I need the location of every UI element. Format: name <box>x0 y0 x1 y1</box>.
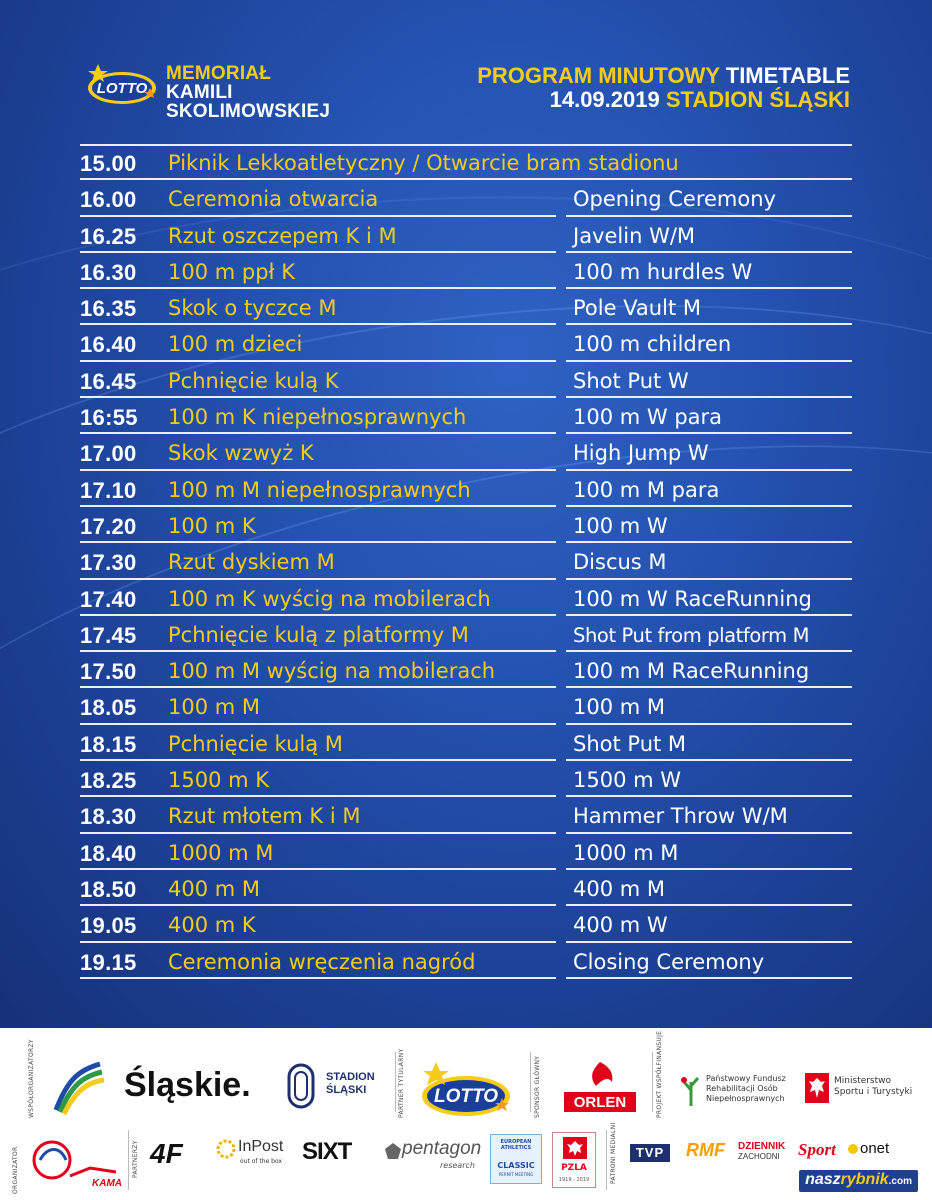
schedule-row <box>80 616 852 652</box>
divider <box>395 1052 396 1112</box>
svg-text:KAMA: KAMA <box>92 1178 122 1189</box>
sponsors-strip <box>0 1028 932 1200</box>
schedule-row <box>80 688 852 724</box>
event-name-pl: Skok o tyczce M <box>168 296 337 321</box>
event-time: 18.15 <box>80 731 137 757</box>
ea-line2: CLASSIC <box>497 1161 535 1170</box>
event-name-en: 1000 m M <box>573 840 679 865</box>
ministry-line1: Ministerstwo <box>834 1076 892 1086</box>
event-time: 17.45 <box>80 622 137 648</box>
event-name-pl: 100 m M niepełnosprawnych <box>168 477 471 502</box>
event-name-pl: Rzut dyskiem M <box>168 550 335 575</box>
orlen-logo <box>560 1058 640 1114</box>
schedule-row <box>80 507 852 543</box>
ea-line1: EUROPEAN ATHLETICS <box>500 1139 532 1151</box>
event-name-en: Discus M <box>573 550 667 575</box>
event-name-pl: Piknik Lekkoatletyczny / Otwarcie bram stadionu <box>168 151 679 175</box>
schedule-row <box>80 943 852 979</box>
naszrybnik-watermark <box>799 1170 918 1192</box>
event-time: 17.10 <box>80 477 137 503</box>
event-name-en: Shot Put from platform M <box>573 623 809 647</box>
label-media: PATRONI MEDIALNI <box>610 1122 617 1184</box>
event-name-pl: Pchnięcie kulą z platformy M <box>168 622 469 647</box>
divider <box>606 1130 607 1190</box>
divider <box>530 1052 531 1112</box>
event-name-en: Closing Ceremony <box>573 949 765 974</box>
event-name-pl: Skok wzwyż K <box>168 441 314 466</box>
event-venue: STADION ŚLĄSKI <box>665 87 850 112</box>
event-name-en: 100 m W <box>573 513 668 538</box>
memorial-line3: SKOLIMOWSKIEJ <box>166 101 331 122</box>
silesia-emblem-logo <box>50 1058 106 1116</box>
event-time: 18.40 <box>80 840 137 866</box>
schedule-row <box>80 253 852 289</box>
memorial-title <box>166 64 330 121</box>
event-name-pl: Pchnięcie kulą M <box>168 731 343 756</box>
event-name-en: 100 m M RaceRunning <box>573 659 810 684</box>
event-time: 18.50 <box>80 876 137 902</box>
schedule-row <box>80 362 852 398</box>
onet-dot-icon <box>848 1144 858 1154</box>
pfron-line1: Państwowy Fundusz <box>706 1074 786 1083</box>
event-time: 19.15 <box>80 949 137 975</box>
label-project: PROJEKT WSPÓŁFINANSUJE <box>656 1030 663 1118</box>
event-name-en: Javelin W/M <box>573 223 696 248</box>
slaskie-logo: Śląskie. <box>124 1066 251 1104</box>
event-name-pl: 100 m M <box>168 695 261 720</box>
event-time: 15.00 <box>80 151 137 176</box>
inpost-sun-icon <box>216 1136 236 1162</box>
event-name-pl: 100 m K niepełnosprawnych <box>168 405 467 430</box>
event-name-pl: Ceremonia otwarcia <box>168 187 379 212</box>
memorial-line2: KAMILI <box>166 82 233 103</box>
kama-foundation-logo <box>30 1132 122 1190</box>
pfron-emblem <box>680 1072 702 1108</box>
event-name-en: Hammer Throw W/M <box>573 804 788 829</box>
label-coorganizers: WSPÓŁORGANIZATORZY <box>28 1039 35 1118</box>
schedule-row <box>80 870 852 906</box>
row-divider <box>80 977 556 979</box>
event-name-en: High Jump W <box>573 441 709 466</box>
rmf-logo: RMF <box>686 1140 725 1160</box>
schedule-row <box>80 217 852 253</box>
ea-line3: PERMIT MEETING <box>498 1172 534 1177</box>
divider <box>128 1130 129 1190</box>
event-time: 17.00 <box>80 441 137 467</box>
event-name-en: 100 m M <box>573 695 666 720</box>
svg-text:LOTTO: LOTTO <box>433 1086 499 1107</box>
label-partners: PARTNERZY <box>132 1140 139 1178</box>
tvp-logo: TVP <box>630 1144 670 1162</box>
pzla-logo <box>552 1132 596 1188</box>
event-name-en: 100 m W para <box>573 405 723 430</box>
ministry-line2: Sportu i Turystyki <box>834 1087 913 1097</box>
pentagon-icon <box>384 1142 402 1160</box>
pentagon-logo: pentagon <box>402 1138 482 1159</box>
event-name-en: Opening Ceremony <box>573 187 776 212</box>
event-name-pl: 100 m ppł K <box>168 259 295 284</box>
event-name-pl: Rzut młotem K i M <box>168 804 361 829</box>
row-divider <box>566 977 852 979</box>
schedule-row <box>80 398 852 434</box>
schedule-row <box>80 434 852 470</box>
rybnik-text: rybnik <box>840 1171 889 1188</box>
event-time: 16.30 <box>80 259 137 285</box>
event-date: 14.09.2019 <box>549 87 660 112</box>
svg-text:LOTTO: LOTTO <box>96 80 148 97</box>
onet-logo: onet <box>860 1140 890 1157</box>
schedule-row <box>80 761 852 797</box>
stadion-line2: ŚLĄSKI <box>326 1084 367 1096</box>
inpost-tagline: out of the box <box>240 1158 283 1165</box>
event-time: 16.45 <box>80 368 137 394</box>
label-main-sponsor: SPONSOR GŁÓWNY <box>534 1055 541 1118</box>
pfron-line3: Niepełnosprawnych <box>706 1094 785 1103</box>
event-name-pl: 100 m M wyścig na mobilerach <box>168 659 496 684</box>
lotto-sponsor-logo <box>418 1058 514 1120</box>
stadion-slaski-emblem <box>286 1062 316 1110</box>
schedule-row <box>80 725 852 761</box>
event-time: 18.05 <box>80 695 137 721</box>
event-time: 18.25 <box>80 768 137 794</box>
event-name-en: 100 m M para <box>573 477 720 502</box>
dziennik-line2: ZACHODNI <box>738 1152 780 1161</box>
schedule-row <box>80 325 852 361</box>
nasz-text: nasz <box>805 1171 841 1188</box>
event-name-pl: 100 m K wyścig na mobilerach <box>168 586 491 611</box>
event-time: 17.30 <box>80 550 137 576</box>
event-time: 16.40 <box>80 332 137 358</box>
stadion-line1: STADION <box>326 1071 375 1083</box>
schedule-table <box>80 144 852 979</box>
label-organizer: ORGANIZATOR <box>12 1146 19 1194</box>
event-time: 16.00 <box>80 187 137 213</box>
schedule-row <box>80 180 852 216</box>
schedule-row <box>80 471 852 507</box>
european-athletics-classic-logo <box>490 1134 542 1184</box>
event-time: 16:55 <box>80 405 138 431</box>
schedule-row <box>80 834 852 870</box>
event-name-en: 100 m children <box>573 332 732 357</box>
event-name-en: Pole Vault M <box>573 296 701 321</box>
event-name-pl: 1500 m K <box>168 768 270 793</box>
event-name-pl: 400 m M <box>168 876 261 901</box>
pzla-text: PZLA <box>561 1163 587 1173</box>
event-name-en: 1500 m W <box>573 768 682 793</box>
ministry-logo <box>834 1076 912 1098</box>
event-time: 17.40 <box>80 586 137 612</box>
memorial-line1: MEMORIAŁ <box>166 63 272 84</box>
poster-header <box>0 0 932 140</box>
pfron-logo <box>706 1074 786 1104</box>
pzla-eagle-icon <box>563 1137 587 1159</box>
event-name-en: 100 m W RaceRunning <box>573 586 812 611</box>
event-time: 19.05 <box>80 913 137 939</box>
schedule-row <box>80 580 852 616</box>
dotcom-text: .com <box>888 1176 912 1187</box>
inpost-logo: InPost <box>238 1138 284 1155</box>
schedule-row <box>80 652 852 688</box>
schedule-row <box>80 906 852 942</box>
event-name-pl: 100 m dzieci <box>168 332 303 357</box>
lotto-logo <box>84 58 162 108</box>
event-time: 16.25 <box>80 223 137 249</box>
program-title <box>477 64 850 112</box>
svg-text:ORLEN: ORLEN <box>573 1094 627 1111</box>
pentagon-tagline: research <box>440 1161 475 1170</box>
event-time: 17.50 <box>80 659 137 685</box>
event-name-pl: 400 m K <box>168 913 256 938</box>
event-name-en: Shot Put M <box>573 731 687 756</box>
event-time: 16.35 <box>80 296 137 322</box>
event-name-pl: Ceremonia wręczenia nagród <box>168 949 476 974</box>
pzla-years: 1919 - 2019 <box>558 1177 590 1183</box>
dziennik-zachodni-logo <box>738 1142 785 1162</box>
event-name-pl: 1000 m M <box>168 840 274 865</box>
schedule-row <box>80 797 852 833</box>
dziennik-line1: DZIENNIK <box>738 1141 786 1152</box>
divider <box>652 1052 653 1112</box>
schedule-row <box>80 144 852 180</box>
event-name-en: Shot Put W <box>573 368 689 393</box>
program-title-en: TIMETABLE <box>725 63 850 88</box>
sixt-logo: SIXT <box>302 1138 352 1165</box>
event-name-en: 400 m W <box>573 913 668 938</box>
schedule-row <box>80 543 852 579</box>
event-time: 17.20 <box>80 513 137 539</box>
label-title-partner: PARTNER TYTULARNY <box>398 1048 405 1118</box>
pfron-line2: Rehabilitacji Osób <box>706 1084 778 1093</box>
event-name-en: 100 m hurdles W <box>573 259 753 284</box>
program-title-pl: PROGRAM MINUTOWY <box>477 63 720 88</box>
event-name-pl: Pchnięcie kulą K <box>168 368 339 393</box>
event-time: 18.30 <box>80 804 137 830</box>
4f-logo: 4F <box>150 1138 183 1169</box>
polish-eagle-icon <box>804 1072 830 1104</box>
event-name-pl: Rzut oszczepem K i M <box>168 223 397 248</box>
event-name-en: 400 m M <box>573 876 666 901</box>
stadion-slaski-logo <box>326 1071 375 1097</box>
schedule-row <box>80 289 852 325</box>
event-name-pl: 100 m K <box>168 513 256 538</box>
sport-logo: Sport <box>798 1140 836 1159</box>
